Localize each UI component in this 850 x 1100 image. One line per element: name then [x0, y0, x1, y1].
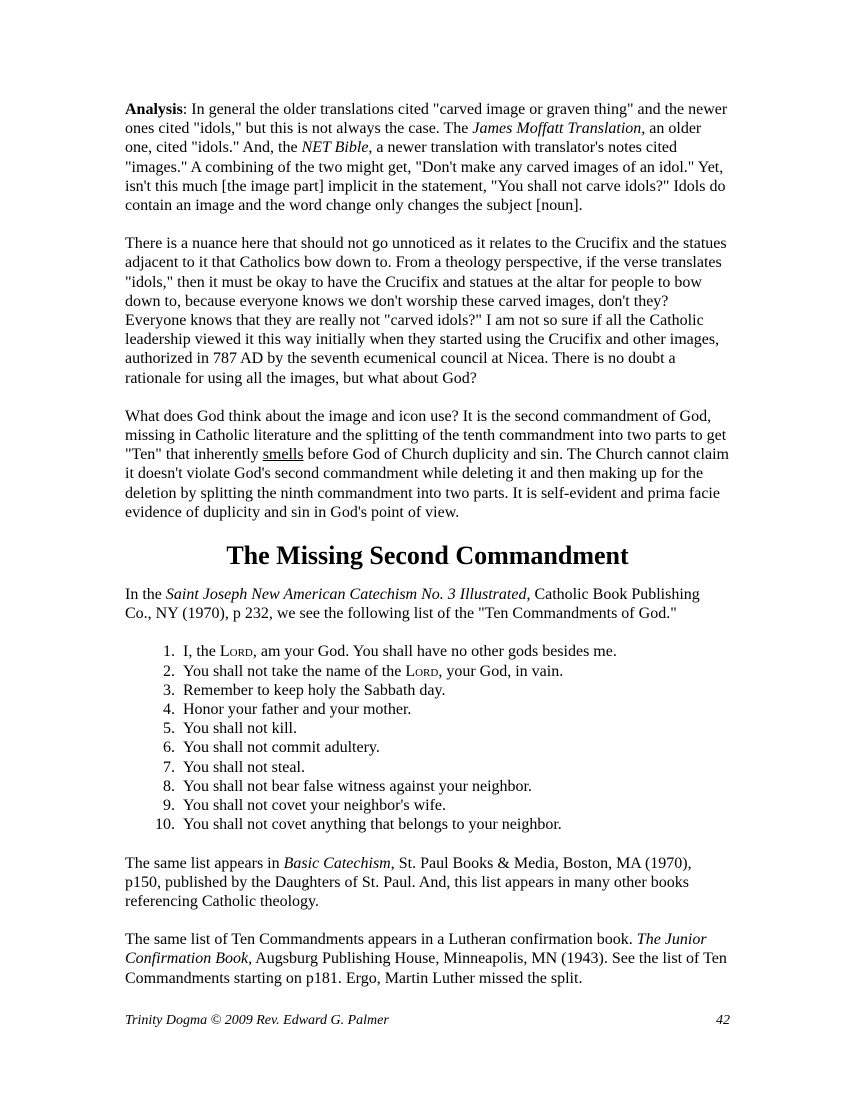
- text-run: , Catholic Book Publishing Co., NY (1970), p 232, we see the following list of the "Ten Commandments of God.": [125, 586, 700, 623]
- list-item: [125, 758, 730, 777]
- analysis-paragraph: [125, 100, 730, 215]
- page-number: 42: [716, 1013, 730, 1028]
- list-text: You shall not take the name of the Lord, your God, in vain.: [183, 662, 564, 680]
- list-number: 3.: [163, 681, 175, 699]
- book-title-moffatt: James Moffatt Translation: [472, 120, 642, 138]
- list-number: 5.: [163, 720, 175, 738]
- list-text: You shall not steal.: [183, 758, 305, 776]
- text-run: The same list appears in: [125, 854, 284, 872]
- text-run: The same list of Ten Commandments appears in a Lutheran confirmation book.: [125, 931, 637, 949]
- book-title-basic-catechism: Basic Catechism: [283, 854, 391, 872]
- underlined-word: smells: [262, 446, 304, 464]
- list-number: 2.: [163, 662, 175, 680]
- small-caps-lord: Lord: [405, 662, 439, 680]
- text-run: , Augsburg Publishing House, Minneapolis, MN (1943). See the list of Ten Commandments starting on p181. Ergo, Martin Luther missed the split.: [125, 950, 727, 987]
- text-run: before God of Church duplicity and sin. The Church cannot claim it doesn't violate God's second commandment while deleting it and then making up for the deletion by splitting the ninth commandment into two parts. It is self-evident and prima facie evidence of duplicity and sin in God's point of view.: [125, 446, 729, 521]
- lutheran-paragraph: [125, 930, 730, 988]
- list-item: [125, 777, 730, 796]
- page-content: [125, 100, 730, 1007]
- book-title-catechism: Saint Joseph New American Catechism No. 3 Illustrated: [165, 586, 527, 604]
- catechism-intro-paragraph: [125, 585, 730, 623]
- list-number: 6.: [163, 739, 175, 757]
- list-text: You shall not covet your neighbor's wife.: [183, 797, 447, 815]
- list-text: You shall not bear false witness against your neighbor.: [183, 777, 532, 795]
- text-run: What does God think about the image and icon use? It is the second commandment of God, missing in Catholic literature and the splitting of the tenth commandment into two parts to get "Ten" that inherently: [125, 407, 727, 464]
- list-item: [125, 662, 730, 681]
- list-item: [125, 719, 730, 738]
- list-text: You shall not covet anything that belongs to your neighbor.: [183, 816, 562, 834]
- list-item: [125, 815, 730, 834]
- list-text: I, the Lord, am your God. You shall have no other gods besides me.: [183, 643, 617, 661]
- text-run: , an older one, cited "idols." And, the: [125, 120, 702, 157]
- list-text: You shall not commit adultery.: [183, 739, 380, 757]
- god-view-paragraph: [125, 407, 730, 522]
- text-run: , St. Paul Books & Media, Boston, MA (1970), p150, published by the Daughters of St. Paul. And, this list appears in many other books referencing Catholic theology.: [125, 854, 692, 910]
- list-number: 10.: [155, 816, 175, 834]
- book-title-junior-confirmation: The Junior Confirmation Book: [125, 931, 707, 968]
- list-number: 7.: [163, 758, 175, 776]
- basic-catechism-paragraph: [125, 854, 730, 912]
- list-text: Remember to keep holy the Sabbath day.: [183, 681, 446, 699]
- page-footer: [125, 1013, 730, 1029]
- list-item: [125, 796, 730, 815]
- small-caps-lord: Lord: [219, 643, 253, 661]
- section-heading: The Missing Second Commandment: [226, 541, 629, 571]
- list-item: [125, 700, 730, 719]
- list-item: [125, 681, 730, 700]
- text-run: : In general the older translations cited "carved image or graven thing" and the newer ones cited "idols," but this is not always the case. The: [125, 101, 728, 138]
- list-number: 8.: [163, 777, 175, 795]
- list-item: [125, 738, 730, 757]
- list-number: 4.: [163, 701, 175, 719]
- list-text: You shall not kill.: [183, 720, 297, 738]
- nuance-paragraph: There is a nuance here that should not go unnoticed as it relates to the Crucifix and the statues adjacent to it that Catholics bow down to. From a theology perspective, if the verse translates "idols," then it must be okay to have the Crucifix and statues at the altar for people to bow down to, because everyone knows we don't worship these carved images, don't they? Everyone knows that they are really not "carved idols?" I am not so sure if all the Catholic leadership viewed it this way initially when they started using the Crucifix and other images, authorized in 787 AD by the seventh ecumenical council at Nicea. There is no doubt a rationale for using all the images, but what about God?: [125, 235, 727, 387]
- book-title-net-bible: NET Bible: [301, 139, 369, 157]
- text-run: , a newer translation with translator's notes cited "images." A combining of the two might get, "Don't make any carved images of an idol." Yet, isn't this much [the image part] implicit in the statement, "You shall not carve idols?" Idols do contain an image and the word change only changes the subject [noun].: [125, 139, 726, 215]
- commandments-list: [125, 642, 730, 834]
- list-number: 1.: [163, 643, 175, 661]
- list-number: 9.: [163, 797, 175, 815]
- list-text: Honor your father and your mother.: [183, 701, 412, 719]
- analysis-label: Analysis: [125, 101, 183, 118]
- footer-copyright: Trinity Dogma © 2009 Rev. Edward G. Palmer: [125, 1013, 389, 1028]
- text-run: In the: [125, 586, 166, 604]
- list-item: [125, 642, 730, 661]
